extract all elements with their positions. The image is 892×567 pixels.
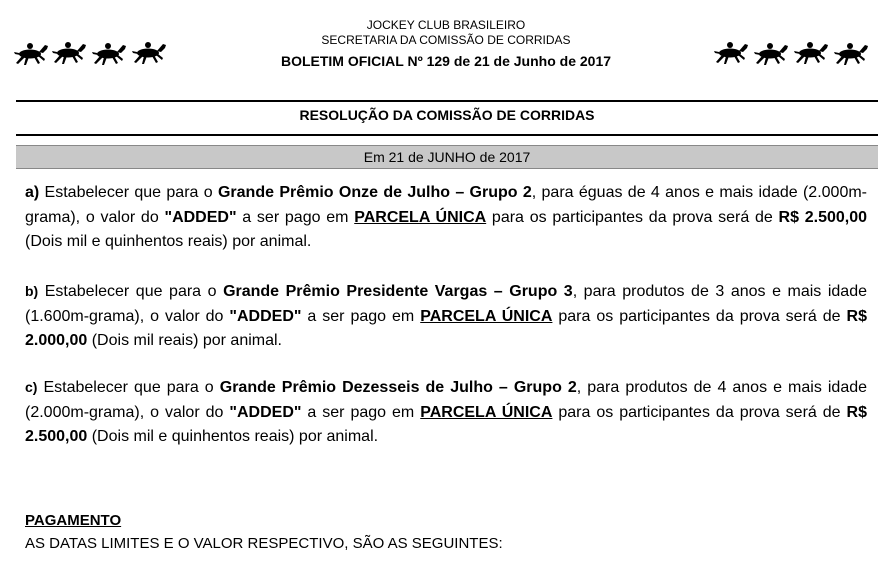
added-term: "ADDED" [229, 307, 302, 325]
parcel-term: PARCELA ÚNICA [420, 403, 553, 421]
item-text: a ser pago em [236, 208, 355, 226]
item-label: b) [25, 283, 39, 299]
item-label: c) [25, 379, 38, 395]
section-title: RESOLUÇÃO DA COMISSÃO DE CORRIDAS [299, 107, 595, 123]
racehorses-icon [14, 36, 174, 68]
resolution-item-c [25, 375, 867, 450]
parcel-term: PARCELA ÚNICA [354, 208, 487, 226]
race-name: Grande Prêmio Presidente Vargas – Grupo 3 [223, 283, 573, 300]
racehorses-icon [714, 36, 874, 68]
item-text: , para produtos de 4 anos e mais idade (2.000m-grama), o valor do [25, 379, 868, 421]
header-org: JOCKEY CLUB BRASILEIRO [366, 18, 526, 32]
item-text: para os participantes da prova será de [552, 307, 847, 325]
amount: R$ 2.000,00 [25, 307, 867, 349]
item-text: Estabelecer que para o [37, 379, 220, 396]
section-divider [16, 134, 878, 136]
amount: R$ 2.500,00 [25, 403, 867, 445]
item-text: (Dois mil e quinhentos reais) por animal. [87, 428, 379, 445]
item-text: (Dois mil e quinhentos reais) por animal. [25, 233, 312, 250]
payment-text: AS DATAS LIMITES E O VALOR RESPECTIVO, SÃO AS SEGUINTES: [25, 535, 503, 552]
added-term: "ADDED" [164, 208, 237, 226]
item-text: a ser pago em [301, 307, 421, 325]
item-text: , para produtos de 3 anos e mais idade (1.600m-grama), o valor do [25, 283, 868, 325]
date-band: Em 21 de JUNHO de 2017 [16, 145, 878, 169]
item-text: Estabelecer que para o [39, 184, 218, 201]
race-name: Grande Prêmio Onze de Julho – Grupo 2 [217, 184, 532, 201]
resolution-item-a [25, 181, 867, 255]
item-text: Estabelecer que para o [38, 283, 224, 300]
parcel-term: PARCELA ÚNICA [420, 307, 553, 325]
item-text: a ser pago em [301, 403, 421, 421]
header-bulletin: BOLETIM OFICIAL Nº 129 de 21 de Junho de 2017 [280, 53, 612, 69]
item-text: para os participantes da prova será de [552, 403, 847, 421]
item-text: (Dois mil reais) por animal. [87, 332, 282, 349]
item-text: , para éguas de 4 anos e mais idade (2.000m-grama), o valor do [25, 184, 868, 226]
added-term: "ADDED" [229, 403, 302, 421]
header-divider [16, 100, 878, 102]
resolution-item-b [25, 279, 867, 354]
race-name: Grande Prêmio Dezesseis de Julho – Grupo 2 [219, 379, 577, 396]
amount: R$ 2.500,00 [778, 208, 868, 226]
payment-title: PAGAMENTO [25, 512, 122, 529]
item-text: para os participantes da prova será de [486, 208, 779, 226]
item-label: a) [25, 184, 40, 201]
header-department: SECRETARIA DA COMISSÃO DE CORRIDAS [321, 33, 571, 47]
